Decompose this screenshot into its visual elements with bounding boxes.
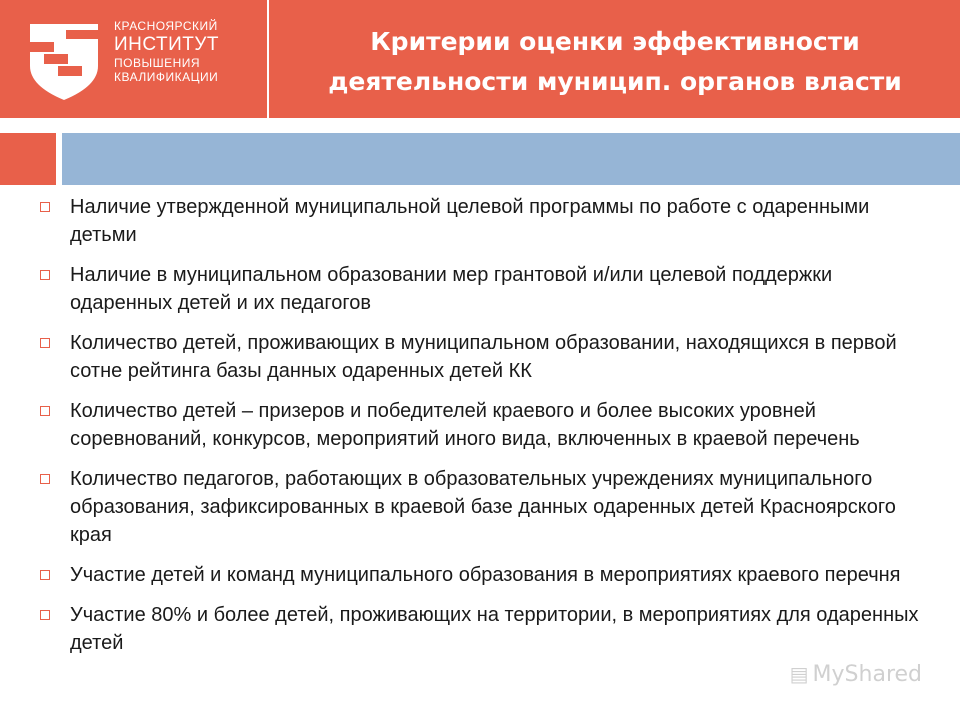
presentation-icon: ▤: [789, 662, 809, 686]
logo-line-2: ИНСТИТУТ: [114, 34, 220, 55]
square-bullet-icon: [40, 202, 50, 212]
square-bullet-icon: [40, 338, 50, 348]
watermark-text: MyShared: [812, 662, 922, 687]
list-item: [40, 261, 920, 317]
list-item-text: Количество педагогов, работающих в образовательных учреждениях муниципального образования, зафиксированных в краевой базе данных одаренных детей Красноярского края: [70, 468, 896, 546]
list-item-text: Количество детей – призеров и победителей краевого и более высоких уровней соревнований, конкурсов, мероприятий иного вида, включенных в краевой перечень: [70, 400, 860, 450]
list-item: [40, 193, 920, 249]
list-item-text: Количество детей, проживающих в муниципальном образовании, находящихся в первой сотне рейтинга базы данных одаренных детей КК: [70, 332, 897, 382]
accent-block: [0, 133, 56, 185]
square-bullet-icon: [40, 270, 50, 280]
logo-line-3: ПОВЫШЕНИЯ: [114, 56, 201, 70]
list-item-text: Наличие в муниципальном образовании мер грантовой и/или целевой поддержки одаренных детей и их педагогов: [70, 264, 833, 314]
institute-logo: [18, 14, 268, 110]
list-item-text: Участие детей и команд муниципального образования в мероприятиях краевого перечня: [70, 564, 901, 586]
slide-title-line-1: Критерии оценки эффективности: [370, 27, 860, 56]
criteria-list: [40, 193, 920, 669]
subtitle-band: [62, 133, 960, 185]
header-divider: [267, 0, 269, 118]
list-item-text: Наличие утвержденной муниципальной целевой программы по работе с одаренными детьми: [70, 196, 870, 246]
list-item: [40, 561, 920, 589]
watermark: [790, 662, 922, 687]
list-item-text: Участие 80% и более детей, проживающих на территории, в мероприятиях для одаренных детей: [70, 604, 919, 654]
logo-line-1: КРАСНОЯРСКИЙ: [114, 19, 218, 33]
slide-title: [280, 22, 950, 102]
logo-wordmark: [114, 20, 219, 83]
slide-title-line-2: деятельности муницип. органов власти: [328, 67, 902, 96]
square-bullet-icon: [40, 406, 50, 416]
list-item: [40, 397, 920, 453]
list-item: [40, 601, 920, 657]
list-item: [40, 465, 920, 549]
logo-line-4: КВАЛИФИКАЦИИ: [114, 70, 219, 84]
header-bar: [0, 0, 960, 118]
square-bullet-icon: [40, 570, 50, 580]
logo-emblem-icon: [26, 20, 102, 102]
list-item: [40, 329, 920, 385]
square-bullet-icon: [40, 474, 50, 484]
square-bullet-icon: [40, 610, 50, 620]
